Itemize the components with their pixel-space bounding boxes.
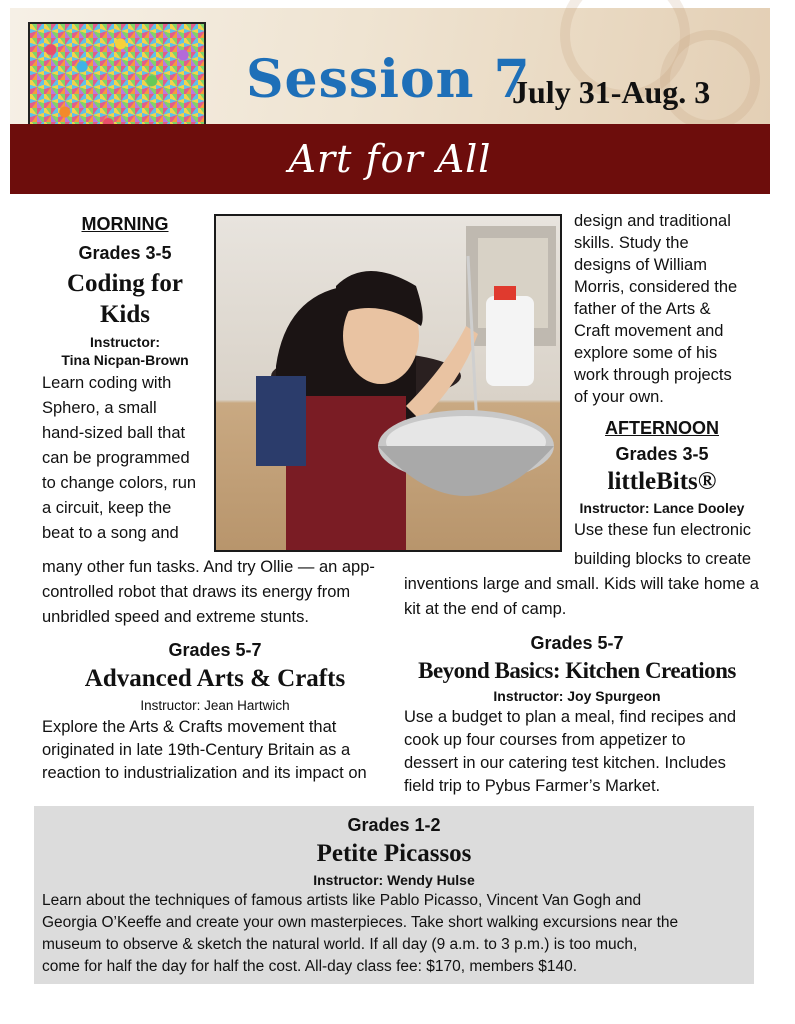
text-line: Use these fun electronic: [574, 521, 752, 539]
text-line: designs of William: [574, 256, 707, 274]
cooking-photo-illustration: [216, 216, 560, 550]
coding-description: [42, 371, 214, 546]
text-line: dessert in our catering test kitchen. Includes: [404, 754, 726, 772]
arts-grade: Grades 5-7: [168, 640, 262, 660]
text-line: father of the Arts &: [574, 300, 711, 318]
text-line: reaction to industrialization and its impact on: [42, 764, 367, 782]
kitchen-grade: Grades 5-7: [530, 633, 624, 653]
littlebits-description-cont: [404, 572, 774, 622]
littlebits-description: [574, 518, 764, 572]
text-line: to change colors, run: [42, 474, 197, 492]
text-line: Sphero, a small: [42, 399, 157, 417]
text-line: controlled robot that draws its energy from: [42, 583, 351, 601]
text-line: of your own.: [574, 388, 664, 406]
afternoon-heading: AFTERNOON: [605, 418, 719, 438]
text-line: come for half the day for half the cost. All-day class fee: $170, members $140.: [42, 958, 578, 975]
littlebits-title: littleBits®: [607, 468, 717, 495]
text-line: skills. Study the: [574, 234, 689, 252]
text-line: originated in late 19th-Century Britain as a: [42, 741, 351, 759]
coding-title-line2: Kids: [99, 301, 151, 328]
text-line: beat to a song and: [42, 524, 179, 542]
picassos-description: [42, 890, 752, 978]
session-dates: July 31-Aug. 3: [512, 74, 711, 110]
text-line: can be programmed: [42, 449, 190, 467]
kitchen-title: Beyond Basics: Kitchen Creations: [418, 658, 736, 683]
text-line: Use a budget to plan a meal, find recipes and: [404, 708, 737, 726]
text-line: cook up four courses from appetizer to: [404, 731, 686, 749]
text-line: Explore the Arts & Crafts movement that: [42, 718, 337, 736]
arts-description: [42, 716, 392, 785]
text-line: Learn coding with: [42, 374, 172, 392]
banner: [10, 124, 770, 194]
cooking-photo: [214, 214, 562, 552]
text-line: a circuit, keep the: [42, 499, 172, 517]
coding-grade: Grades 3-5: [78, 243, 172, 263]
coding-title-line1: Coding for: [67, 270, 183, 297]
picassos-title: Petite Picassos: [316, 840, 472, 867]
text-line: inventions large and small. Kids will take home a: [404, 575, 759, 593]
arts-instructor: Instructor: Jean Hartwich: [140, 698, 290, 713]
text-line: Learn about the techniques of famous artists like Pablo Picasso, Vincent Van Gogh and: [42, 892, 642, 909]
text-line: kit at the end of camp.: [404, 600, 567, 618]
text-line: unbridled speed and extreme stunts.: [42, 608, 309, 626]
picassos-instructor: Instructor: Wendy Hulse: [313, 872, 475, 888]
arts-title: Advanced Arts & Crafts: [84, 665, 346, 692]
text-line: design and traditional: [574, 212, 731, 230]
petite-picassos-box: [34, 806, 754, 984]
littlebits-instructor: Instructor: Lance Dooley: [579, 500, 745, 516]
session-title: Session 7: [246, 49, 531, 110]
littlebits-grade: Grades 3-5: [615, 444, 709, 464]
text-line: hand-sized ball that: [42, 424, 186, 442]
arts-description-cont: [574, 210, 764, 408]
text-line: many other fun tasks. And try Ollie — an app-: [42, 558, 375, 576]
picassos-grade: Grades 1-2: [347, 815, 441, 835]
kitchen-instructor: Instructor: Joy Spurgeon: [493, 688, 661, 704]
banner-title: Art for All: [288, 137, 492, 181]
text-line: building blocks to create: [574, 550, 752, 568]
text-line: work through projects: [574, 366, 732, 384]
kitchen-description: [404, 706, 764, 798]
text-line: field trip to Pybus Farmer’s Market.: [404, 777, 661, 795]
text-line: explore some of his: [574, 344, 718, 362]
coding-title: [40, 268, 210, 330]
morning-heading: MORNING: [81, 214, 169, 234]
text-line: Craft movement and: [574, 322, 724, 340]
text-line: Georgia O’Keeffe and create your own masterpieces. Take short walking excursions near the: [42, 914, 679, 931]
text-line: museum to observe & sketch the natural world. If all day (9 a.m. to 3 p.m.) is too much,: [42, 936, 638, 953]
coding-description-cont: [42, 555, 402, 630]
coding-instructor: [40, 333, 210, 369]
coding-instructor-name: Tina Nicpan-Brown: [61, 352, 189, 368]
coding-instructor-label: Instructor:: [90, 334, 160, 350]
text-line: Morris, considered the: [574, 278, 738, 296]
